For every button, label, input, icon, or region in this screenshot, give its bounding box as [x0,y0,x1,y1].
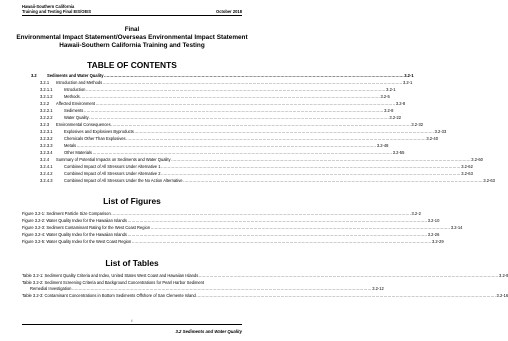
toc-number: 3.2.4.1 [40,164,53,169]
header-line-2: Training and Testing Final EIS/OEIS [22,9,92,15]
toc-text: Methods [64,94,80,99]
header-divider [22,15,242,16]
toc-text: Combined Impact of All Stressors Under the No Action Alternative [64,178,183,183]
document-title [0,34,264,50]
figure-leader [111,211,411,216]
toc-page: 3.2-40 [426,136,438,141]
toc-text: Environmental Consequences [56,122,111,127]
figure-page: 3.2-2 [411,211,421,216]
figure-page: 3.2-26 [427,232,440,237]
toc-page: 3.2-60 [471,157,483,162]
toc-text: Sediments [64,108,84,113]
toc-page: 3.2-63 [483,178,495,183]
table-entry[interactable] [22,293,508,298]
table-leader [196,293,496,298]
toc-page: 3.2-8 [395,101,406,106]
running-header [22,4,91,14]
toc-text: Metals [64,143,77,148]
toc-leader [104,73,404,78]
toc-leader [86,87,386,92]
toc-number: 3.2.3 [40,122,50,127]
table-entry-continuation[interactable] [30,286,384,291]
toc-entry[interactable] [40,150,405,155]
toc-page: 3.2-63 [461,171,473,176]
toc-number: 3.2.4 [40,157,50,162]
figure-page: 3.2-29 [431,239,444,244]
toc-number: 3.2.1 [40,80,50,85]
figure-leader [128,218,428,223]
toc-page: 3.2-1 [386,87,396,92]
toc-page: 3.2-32 [411,122,423,127]
toc-page: 3.2-22 [389,115,402,120]
toc-leader [161,171,461,176]
figure-leader [151,225,451,230]
toc-entry[interactable] [40,87,396,92]
table-entry[interactable] [22,273,508,278]
figure-text: Figure 3.2-2: Water Quality Index for the Hawaiian Islands [22,218,127,223]
toc-text: Combined Impact of All Stressors Under Alternative 2 [64,171,161,176]
figure-entry[interactable] [22,218,440,223]
toc-text: Introduction and Methods [56,80,103,85]
figure-leader [132,239,432,244]
toc-page: 3.2-55 [392,150,405,155]
toc-entry[interactable] [40,108,394,113]
toc-entry[interactable] [40,164,473,169]
toc-page: 3.2-1 [402,80,413,85]
toc-number: 3.2.3.4 [40,150,53,155]
figure-text: Figure 3.2-5: Water Quality Index for the West Coast Region [22,239,132,244]
toc-leader [96,101,396,106]
table-page: 3.2-9 [499,273,508,278]
toc-entry[interactable] [40,115,402,120]
toc-number: 3.2.1.2 [40,94,53,99]
toc-leader [80,94,380,99]
table-text: Table 3.2-3: Contaminant Concentrations in Bottom Sediments Offshore of San Clemente Island [22,293,196,298]
toc-text: Explosives and Explosives Byproducts [64,129,134,134]
table-entry[interactable] [22,280,242,285]
figure-entry[interactable] [22,211,421,216]
toc-number: 3.2.4.2 [40,171,53,176]
toc-entry[interactable] [40,101,406,106]
toc-leader [134,129,434,134]
header-line-1: Hawaii-Southern California [22,4,75,9]
header-date: October 2018 [216,9,242,14]
figure-page: 3.2-10 [427,218,440,223]
toc-text: Affected Environment [56,101,96,106]
footer-section-title: 3.2 Sediments and Water Quality [175,329,242,334]
toc-entry[interactable] [40,80,413,85]
toc-leader [183,178,483,183]
figure-entry[interactable] [22,232,440,237]
toc-entry[interactable] [40,143,389,148]
toc-entry[interactable] [40,94,390,99]
toc-leader [111,122,411,127]
toc-entry[interactable] [31,73,414,78]
table-leader [199,273,499,278]
toc-text: Sediments and Water Quality [47,73,104,78]
toc-text: Introduction [64,87,86,92]
figure-entry[interactable] [22,239,444,244]
figures-heading: List of Figures [103,196,161,206]
document-title-line-1: Environmental Impact Statement/Overseas Environmental Impact Statement [16,34,248,41]
toc-entry[interactable] [40,136,438,141]
document-status: Final [124,26,140,33]
toc-number: 3.2.4.3 [40,178,53,183]
toc-number: 3.2.3.2 [40,136,53,141]
toc-text: Chemicals Other Than Explosives [64,136,126,141]
toc-entry[interactable] [40,122,423,127]
figure-text: Figure 3.2-3: Sediment Contaminant Rating for the West Coast Region [22,225,151,230]
toc-page: 3.2-5 [380,94,390,99]
toc-entry[interactable] [40,157,483,162]
toc-leader [93,150,393,155]
toc-leader [77,143,377,148]
tables-heading: List of Tables [105,258,159,268]
toc-text: Other Materials [64,150,92,155]
toc-entry[interactable] [40,171,473,176]
table-leader [72,286,372,291]
figure-page: 3.2-14 [450,225,463,230]
toc-leader [89,115,389,120]
figure-text: Figure 3.2-4: Water Quality Index for the Hawaiian Islands [22,232,127,237]
toc-text: Combined Impact of All Stressors Under Alternative 1 [64,164,161,169]
toc-entry[interactable] [40,178,495,183]
toc-number: 3.2.2 [40,101,50,106]
toc-entry[interactable] [40,129,447,134]
toc-page: 3.2-8 [384,108,394,113]
table-page: 3.2-16 [496,293,508,298]
toc-number: 3.2.1.1 [40,87,53,92]
toc-page: 3.2-62 [461,164,473,169]
toc-number: 3.2 [31,73,37,78]
figure-leader [128,232,428,237]
toc-page: 3.2-1 [404,73,414,78]
footer-divider [22,324,242,325]
toc-page: 3.2-33 [434,129,447,134]
figure-entry[interactable] [22,225,463,230]
table-page: 3.2-12 [372,286,384,291]
toc-page: 3.2-48 [376,143,389,148]
toc-leader [171,157,471,162]
table-text-continued: Remedial Investigation [30,286,72,291]
table-text: Table 3.2-2: Sediment Screening Criteria and Background Concentrations for Pearl Harbor Sediment [22,280,205,285]
toc-leader [126,136,426,141]
toc-number: 3.2.2.1 [40,108,53,113]
toc-leader [103,80,403,85]
toc-text: Water Quality [64,115,89,120]
toc-number: 3.2.2.2 [40,115,53,120]
toc-heading: TABLE OF CONTENTS [87,60,177,70]
toc-text: Summary of Potential Impacts on Sediments and Water Quality [56,157,171,162]
document-title-line-2: Hawaii-Southern California Training and Testing [59,42,205,49]
toc-leader [84,108,384,113]
page-number: i [131,318,133,323]
toc-number: 3.2.3.3 [40,143,53,148]
toc-leader [161,164,461,169]
table-text: Table 3.2-1: Sediment Quality Criteria and Index, United States West Coast and Hawaiian Islands [22,273,199,278]
figure-text: Figure 3.2-1: Sediment Particle Size Comparison [22,211,111,216]
toc-number: 3.2.3.1 [40,129,53,134]
